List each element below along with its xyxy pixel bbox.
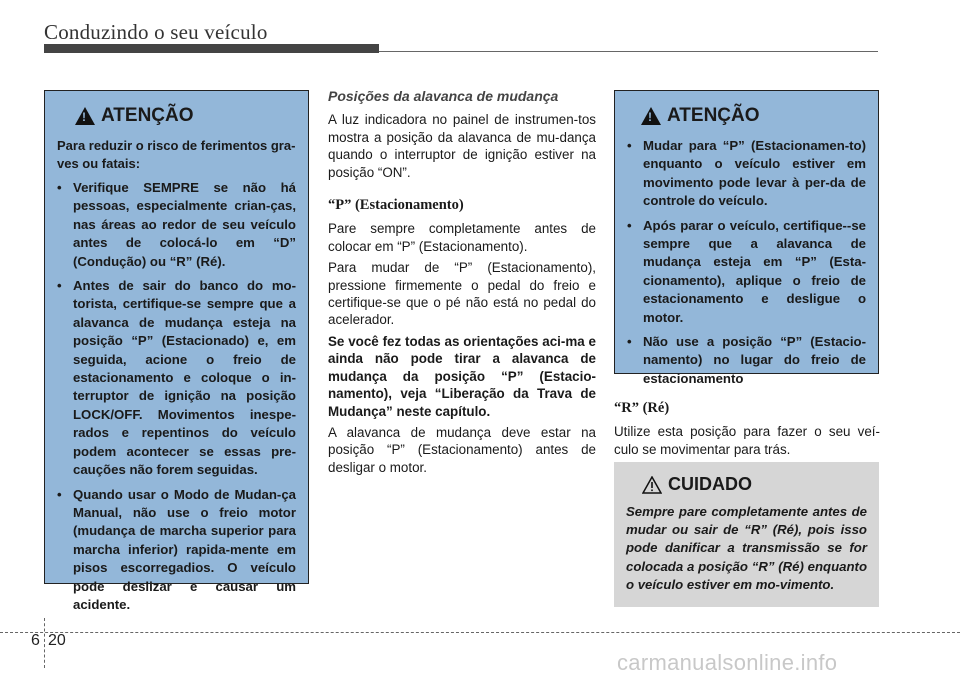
list-item: • Quando usar o Modo de Mudan-ça Manual, não use o freio motor (mudança de marcha superior para marcha inferior) rapida-mente em pisos escorregadios. O veículo pode deslizar e causar um acidente. [43,486,296,615]
left-warning-title: ATENÇÃO [101,105,194,126]
p-paragraph-2: Para mudar de “P” (Estacionamento), pressione firmemente o pedal do freio e certifique-se que o pé não está no pedal do acelerador. [328,260,596,328]
list-item: • Verifique SEMPRE se não há pessoas, especialmente crian-ças, nas áreas ao redor de seu veículo antes de colocá-lo em “D” (Condução) ou “R” (Ré). [43,179,296,271]
section-title: Posições da alavanca de mudança [328,88,559,104]
p-paragraph-bold: Se você fez todas as orientações aci-ma e ainda não pode tirar a alavanca de mudança da posição “P” (Estacio-namento), veja “Liberação da Trava de Mudança” neste capítulo. [328,333,596,419]
reverse-section [614,400,880,462]
warning-icon [75,107,95,125]
chapter-number: 6 [31,632,40,649]
right-warning-list [613,137,866,388]
caution-body: Sempre pare completamente antes de mudar ou sair de “R” (Ré), pois isso pode danificar a transmissão se for colocada a posição “R” (Ré) enquanto o veículo estiver em mo-vimento. [626,504,867,592]
page-header-title: Conduzindo o seu veículo [44,20,268,44]
warning-icon [641,107,661,125]
p-heading: “P” (Estacionamento) [328,197,464,214]
p-paragraph-3: A alavanca de mudança deve estar na posição “P” (Estacionamento) antes de desligar o motor. [328,424,596,475]
watermark: carmanualsonline.info [617,650,838,675]
page-number: 20 [48,632,66,649]
r-paragraph: Utilize esta posição para fazer o seu veí-culo se movimentar para trás. [614,424,880,457]
caution-box [614,462,879,607]
right-warning-header [627,105,866,127]
list-item: • Antes de sair do banco do mo-torista, certifique-se sempre que a alavanca de mudança esteja na posição “P” (Estacionado) e, em seguida, acione o freio de estacionamento e coloque o in-terruptor de ignição na posição LOCK/OFF. Movimentos inespe-rados e repentinos do veículo podem acontecer se essas pre-cauções não forem seguidas. [43,277,296,479]
footer-rule [0,632,960,633]
intro-paragraph: A luz indicadora no painel de instrumen-tos mostra a posição da alavanca de mu-dança quando o interruptor de ignição estiver na posição “ON”. [328,112,596,180]
header-rule [379,51,878,52]
caution-icon [642,476,662,494]
middle-column [328,88,596,480]
caution-header [626,474,867,495]
right-warning-box [614,90,879,386]
footer-divider [44,618,45,668]
left-warning-lead: Para reduzir o risco de ferimentos gra-ves ou fatais: [57,138,296,171]
list-item: • Mudar para “P” (Estacionamen-to) enquanto o veículo estiver em movimento pode levar à per-da de controle do veículo. [613,137,866,211]
caution-title: CUIDADO [668,474,752,494]
p-paragraph-1: Pare sempre completamente antes de colocar em “P” (Estacionamento). [328,221,596,254]
list-item: • Não use a posição “P” (Estacio-namento) no lugar do freio de estacionamento [613,333,866,388]
left-warning-header [57,105,296,127]
left-warning-list [43,179,296,614]
left-warning-box [44,90,309,612]
list-item: • Após parar o veículo, certifique--se sempre que a alavanca de mudança esteja em “P” (Esta-cionamento), aplique o freio de estacionamento e desligue o motor. [613,217,866,327]
header-bar [44,44,379,53]
right-warning-title: ATENÇÃO [667,105,760,126]
r-heading: “R” (Ré) [614,400,670,416]
